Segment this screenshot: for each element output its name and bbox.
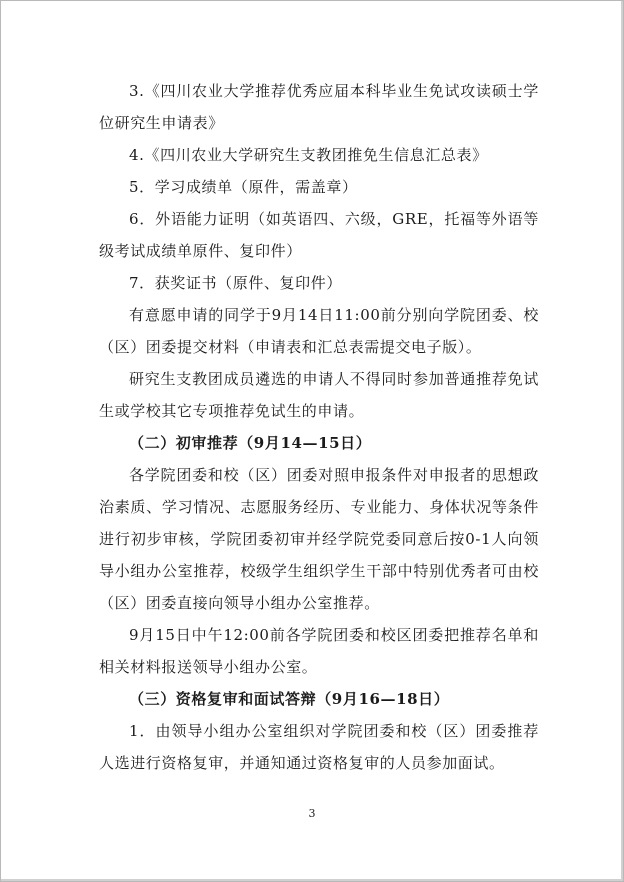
paragraph-initial-review: 各学院团委和校（区）团委对照申报条件对申报者的思想政治素质、学习情况、志愿服务经历、专业能力、身体状况等条件进行初步审核，学院团委初审并经学院党委同意后按0-1人向领导小组办公室推荐，校级学生组织学生干部中特别优秀者可由校（区）团委直接向领导小组办公室推荐。 xyxy=(99,466,539,612)
section-heading-initial-review: （二）初审推荐（9月14—15日） xyxy=(129,434,372,452)
paragraph-item-7: 7．获奖证书（原件、复印件） xyxy=(129,274,342,292)
paragraph-deadline: 有意愿申请的同学于9月14日11:00前分别向学院团委、校（区）团委提交材料（申请表和汇总表需提交电子版）。 xyxy=(99,306,539,356)
document-body xyxy=(99,75,539,779)
paragraph-item-6: 6．外语能力证明（如英语四、六级，GRE，托福等外语等级考试成绩单原件、复印件） xyxy=(99,210,539,260)
paragraph-submission-deadline: 9月15日中午12:00前各学院团委和校区团委把推荐名单和相关材料报送领导小组办公室。 xyxy=(99,626,539,676)
page-number: 3 xyxy=(308,807,316,820)
paragraph-item-4: 4.《四川农业大学研究生支教团推免生信息汇总表》 xyxy=(129,146,488,164)
paragraph-item-3: 3.《四川农业大学推荐优秀应届本科毕业生免试攻读硕士学位研究生申请表》 xyxy=(99,82,539,132)
paragraph-item-5: 5．学习成绩单（原件，需盖章） xyxy=(129,178,358,196)
section-heading-requalification: （三）资格复审和面试答辩（9月16—18日） xyxy=(129,690,450,708)
paragraph-requalification: 1．由领导小组办公室组织对学院团委和校（区）团委推荐人选进行资格复审，并通知通过资格复审的人员参加面试。 xyxy=(99,722,539,772)
paragraph-restriction: 研究生支教团成员遴选的申请人不得同时参加普通推荐免试生或学校其它专项推荐免试生的申请。 xyxy=(99,370,539,420)
